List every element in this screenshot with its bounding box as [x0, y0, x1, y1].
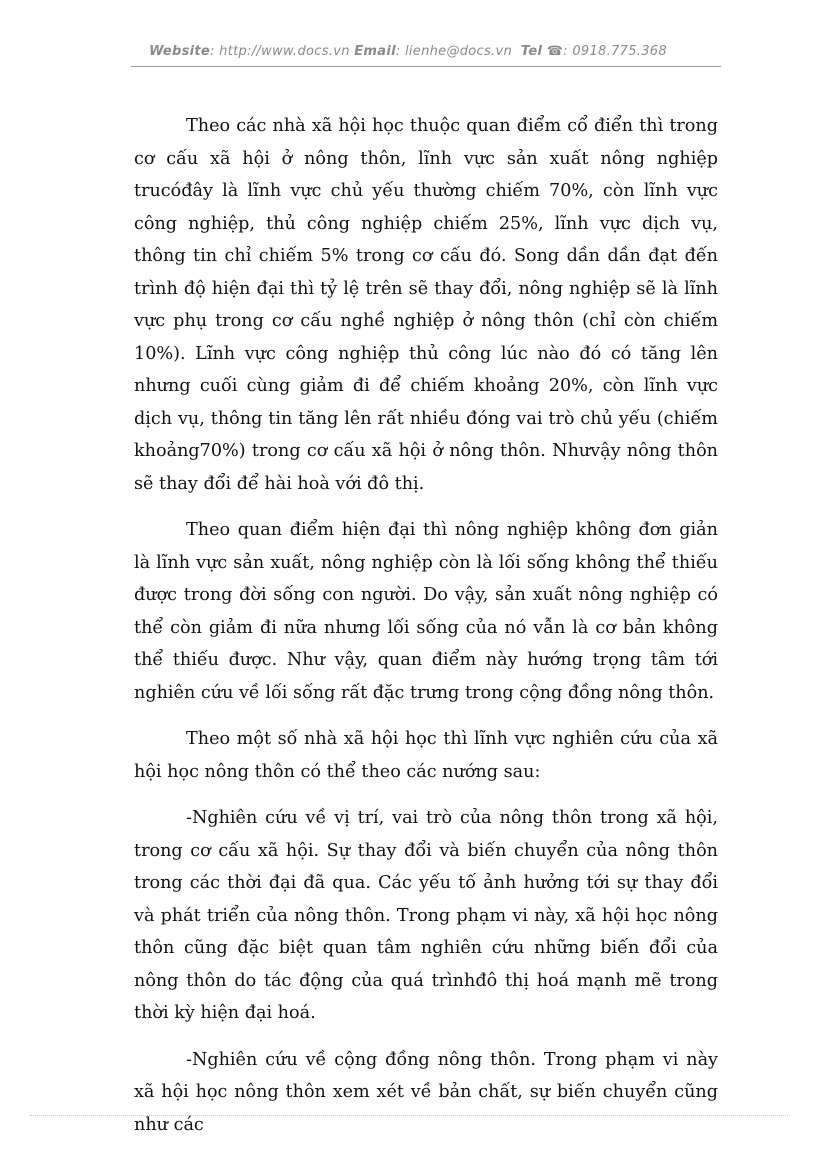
website-label: Website	[149, 44, 211, 59]
phone-icon: ☎	[546, 44, 564, 59]
tel-label: Tel	[520, 44, 543, 59]
paragraph: Theo các nhà xã hội học thuộc quan điểm cổ điển thì trong cơ cấu xã hội ở nông thôn, lĩnh vực sản xuất nông nghiệp trucóđây là lĩnh vực chủ yếu thường chiếm 70%, còn lĩnh vực công nghiệp, thủ công nghiệp chiếm 25%, lĩnh vực dịch vụ, thông tin chỉ chiếm 5% trong cơ cấu đó. Song dần dần đạt đến trình độ hiện đại thì tỷ lệ trên sẽ thay đổi, nông nghiệp sẽ là lĩnh vực phụ trong cơ cấu nghề nghiệp ở nông thôn (chỉ còn chiếm 10%). Lĩnh vực công nghiệp thủ công lúc nào đó có tăng lên nhưng cuối cùng giảm đi để chiếm khoảng 20%, còn lĩnh vực dịch vụ, thông tin tăng lên rất nhiều đóng vai trò chủ yếu (chiếm khoảng70%) trong cơ cấu xã hội ở nông thôn. Nhưvậy nông thôn sẽ thay đổi để hài hoà với đô thị.	[134, 116, 718, 494]
paragraph: Theo một số nhà xã hội học thì lĩnh vực nghiên cứu của xã hội học nông thôn có thể theo các nướng sau:	[134, 729, 718, 782]
paragraph: -Nghiên cứu về vị trí, vai trò của nông thôn trong xã hội, trong cơ cấu xã hội. Sự thay đổi và biến chuyển của nông thôn trong các thời đại đã qua. Các yếu tố ảnh hưởng tới sự thay đổi và phát triển của nông thôn. Trong phạm vi này, xã hội học nông thôn cũng đặc biệt quan tâm nghiên cứu những biến đổi của nông thôn do tác động của quá trìnhđô thị hoá mạnh mẽ trong thời kỳ hiện đại hoá.	[134, 808, 718, 1023]
email-label: Email	[354, 44, 396, 59]
paragraph: -Nghiên cứu về cộng đồng nông thôn. Trong phạm vi này xã hội học nông thôn xem xét về bản chất, sự biến chuyển cũng như các	[134, 1049, 718, 1135]
paragraph: Theo quan điểm hiện đại thì nông nghiệp không đơn giản là lĩnh vực sản xuất, nông nghiệp còn là lối sống không thể thiếu được trong đời sống con người. Do vậy, sản xuất nông nghiệp có thể còn giảm đi nữa nhưng lối sống của nó vẫn là cơ bản không thể thiếu được. Như vậy, quan điểm này hướng trọng tâm tới nghiên cứu về lối sống rất đặc trưng trong cộng đồng nông thôn.	[134, 520, 718, 703]
header-divider	[131, 66, 721, 67]
page-header	[0, 44, 816, 59]
document-body	[134, 110, 718, 1155]
tel-value: : 0918.775.368	[563, 44, 667, 59]
website-value: : http://www.docs.vn	[210, 44, 350, 59]
email-value: : lienhe@docs.vn	[395, 44, 513, 59]
footer-divider	[30, 1115, 790, 1116]
